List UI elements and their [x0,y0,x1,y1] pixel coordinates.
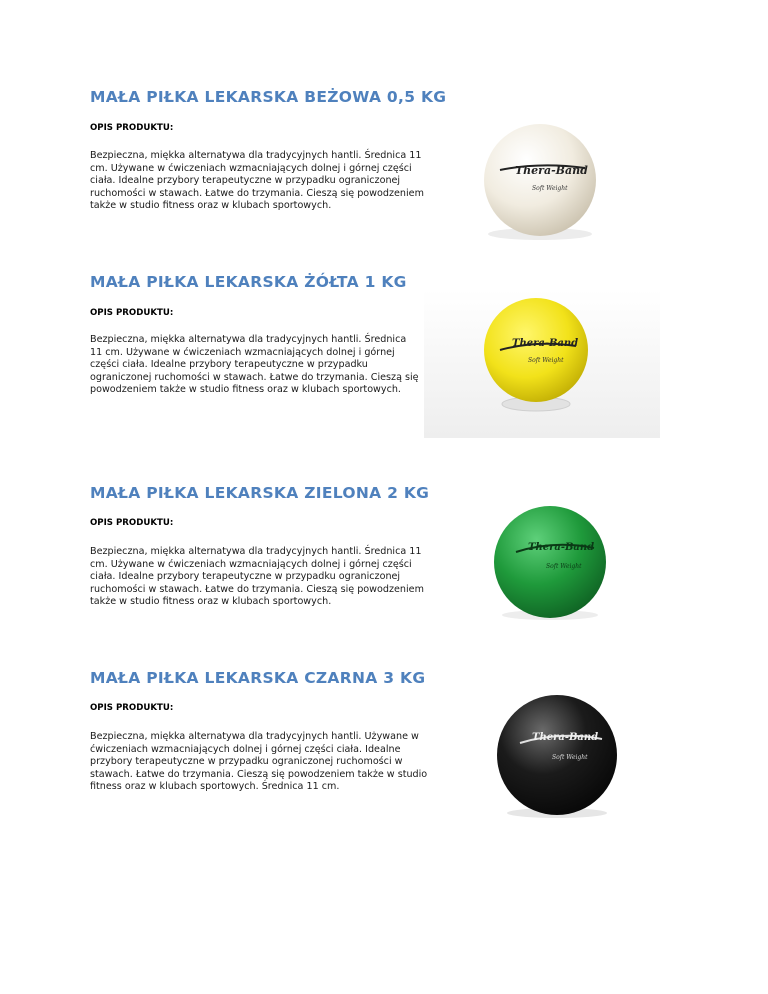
product-title: MAŁA PIŁKA LEKARSKA ŻÓŁTA 1 KG [90,273,407,291]
black-ball-image [470,683,645,823]
product-description-label: OPIS PRODUKTU: [90,123,174,133]
brand-sub-text: Soft Weight [528,357,564,364]
green-ball-image [470,500,630,625]
brand-sub-text: Soft Weight [546,563,582,570]
product-title: MAŁA PIŁKA LEKARSKA BEŻOWA 0,5 KG [90,88,447,106]
product-title: MAŁA PIŁKA LEKARSKA ZIELONA 2 KG [90,484,430,502]
product-description-label: OPIS PRODUKTU: [90,703,174,713]
product-description-label: OPIS PRODUKTU: [90,308,174,318]
brand-logo-text: Thera-Band [512,338,579,349]
brand-logo-text: Thera-Band [515,164,588,177]
product-description: Bezpieczna, miękka alternatywa dla tradycyjnych hantli. Używane w ćwiczeniach wzmacniających dolnej i górnej części ciała. Idealne przybory terapeutyczne w przypadku ograniczonej ruchomości w stawach. Łatwe do trzymania. Cieszą się powodzeniem także w studio fitness oraz w klubach sportowych. Średnica 11 cm. [90,731,428,792]
product-description-label: OPIS PRODUKTU: [90,518,174,528]
product-description: Bezpieczna, miękka alternatywa dla tradycyjnych hantli. Średnica 11 cm. Używane w ćwiczeniach wzmacniających dolnej i górnej części ciała. Idealne przybory terapeutyczne w przypadku ograniczonej ruchomości w stawach. Łatwe do trzymania. Cieszą się powodzeniem także w studio fitness oraz w klubach sportowych. [90,150,424,211]
product-title: MAŁA PIŁKA LEKARSKA CZARNA 3 KG [90,669,426,687]
beige-ball-image [420,112,655,247]
brand-logo-text: Thera-Band [532,732,599,743]
brand-logo-text: Thera-Band [528,542,595,553]
product-description: Bezpieczna, miękka alternatywa dla tradycyjnych hantli. Średnica 11 cm. Używane w ćwiczeniach wzmacniających dolnej i górnej części ciała. Idealne przybory terapeutyczne w przypadku ograniczonej ruchomości w stawach. Łatwe do trzymania. Cieszą się powodzeniem także w studio fitness oraz w klubach sportowych. [90,546,424,607]
brand-sub-text: Soft Weight [532,185,568,192]
brand-sub-text: Soft Weight [552,754,588,761]
product-description: Bezpieczna, miękka alternatywa dla tradycyjnych hantli. Średnica 11 cm. Używane w ćwiczeniach wzmacniających dolnej i górnej części ciała. Idealne przybory terapeutyczne w przypadku ograniczonej ruchomości w stawach. Łatwe do trzymania. Cieszą się powodzeniem także w studio fitness oraz w klubach sportowych. [90,334,419,395]
yellow-ball-image [424,290,660,438]
